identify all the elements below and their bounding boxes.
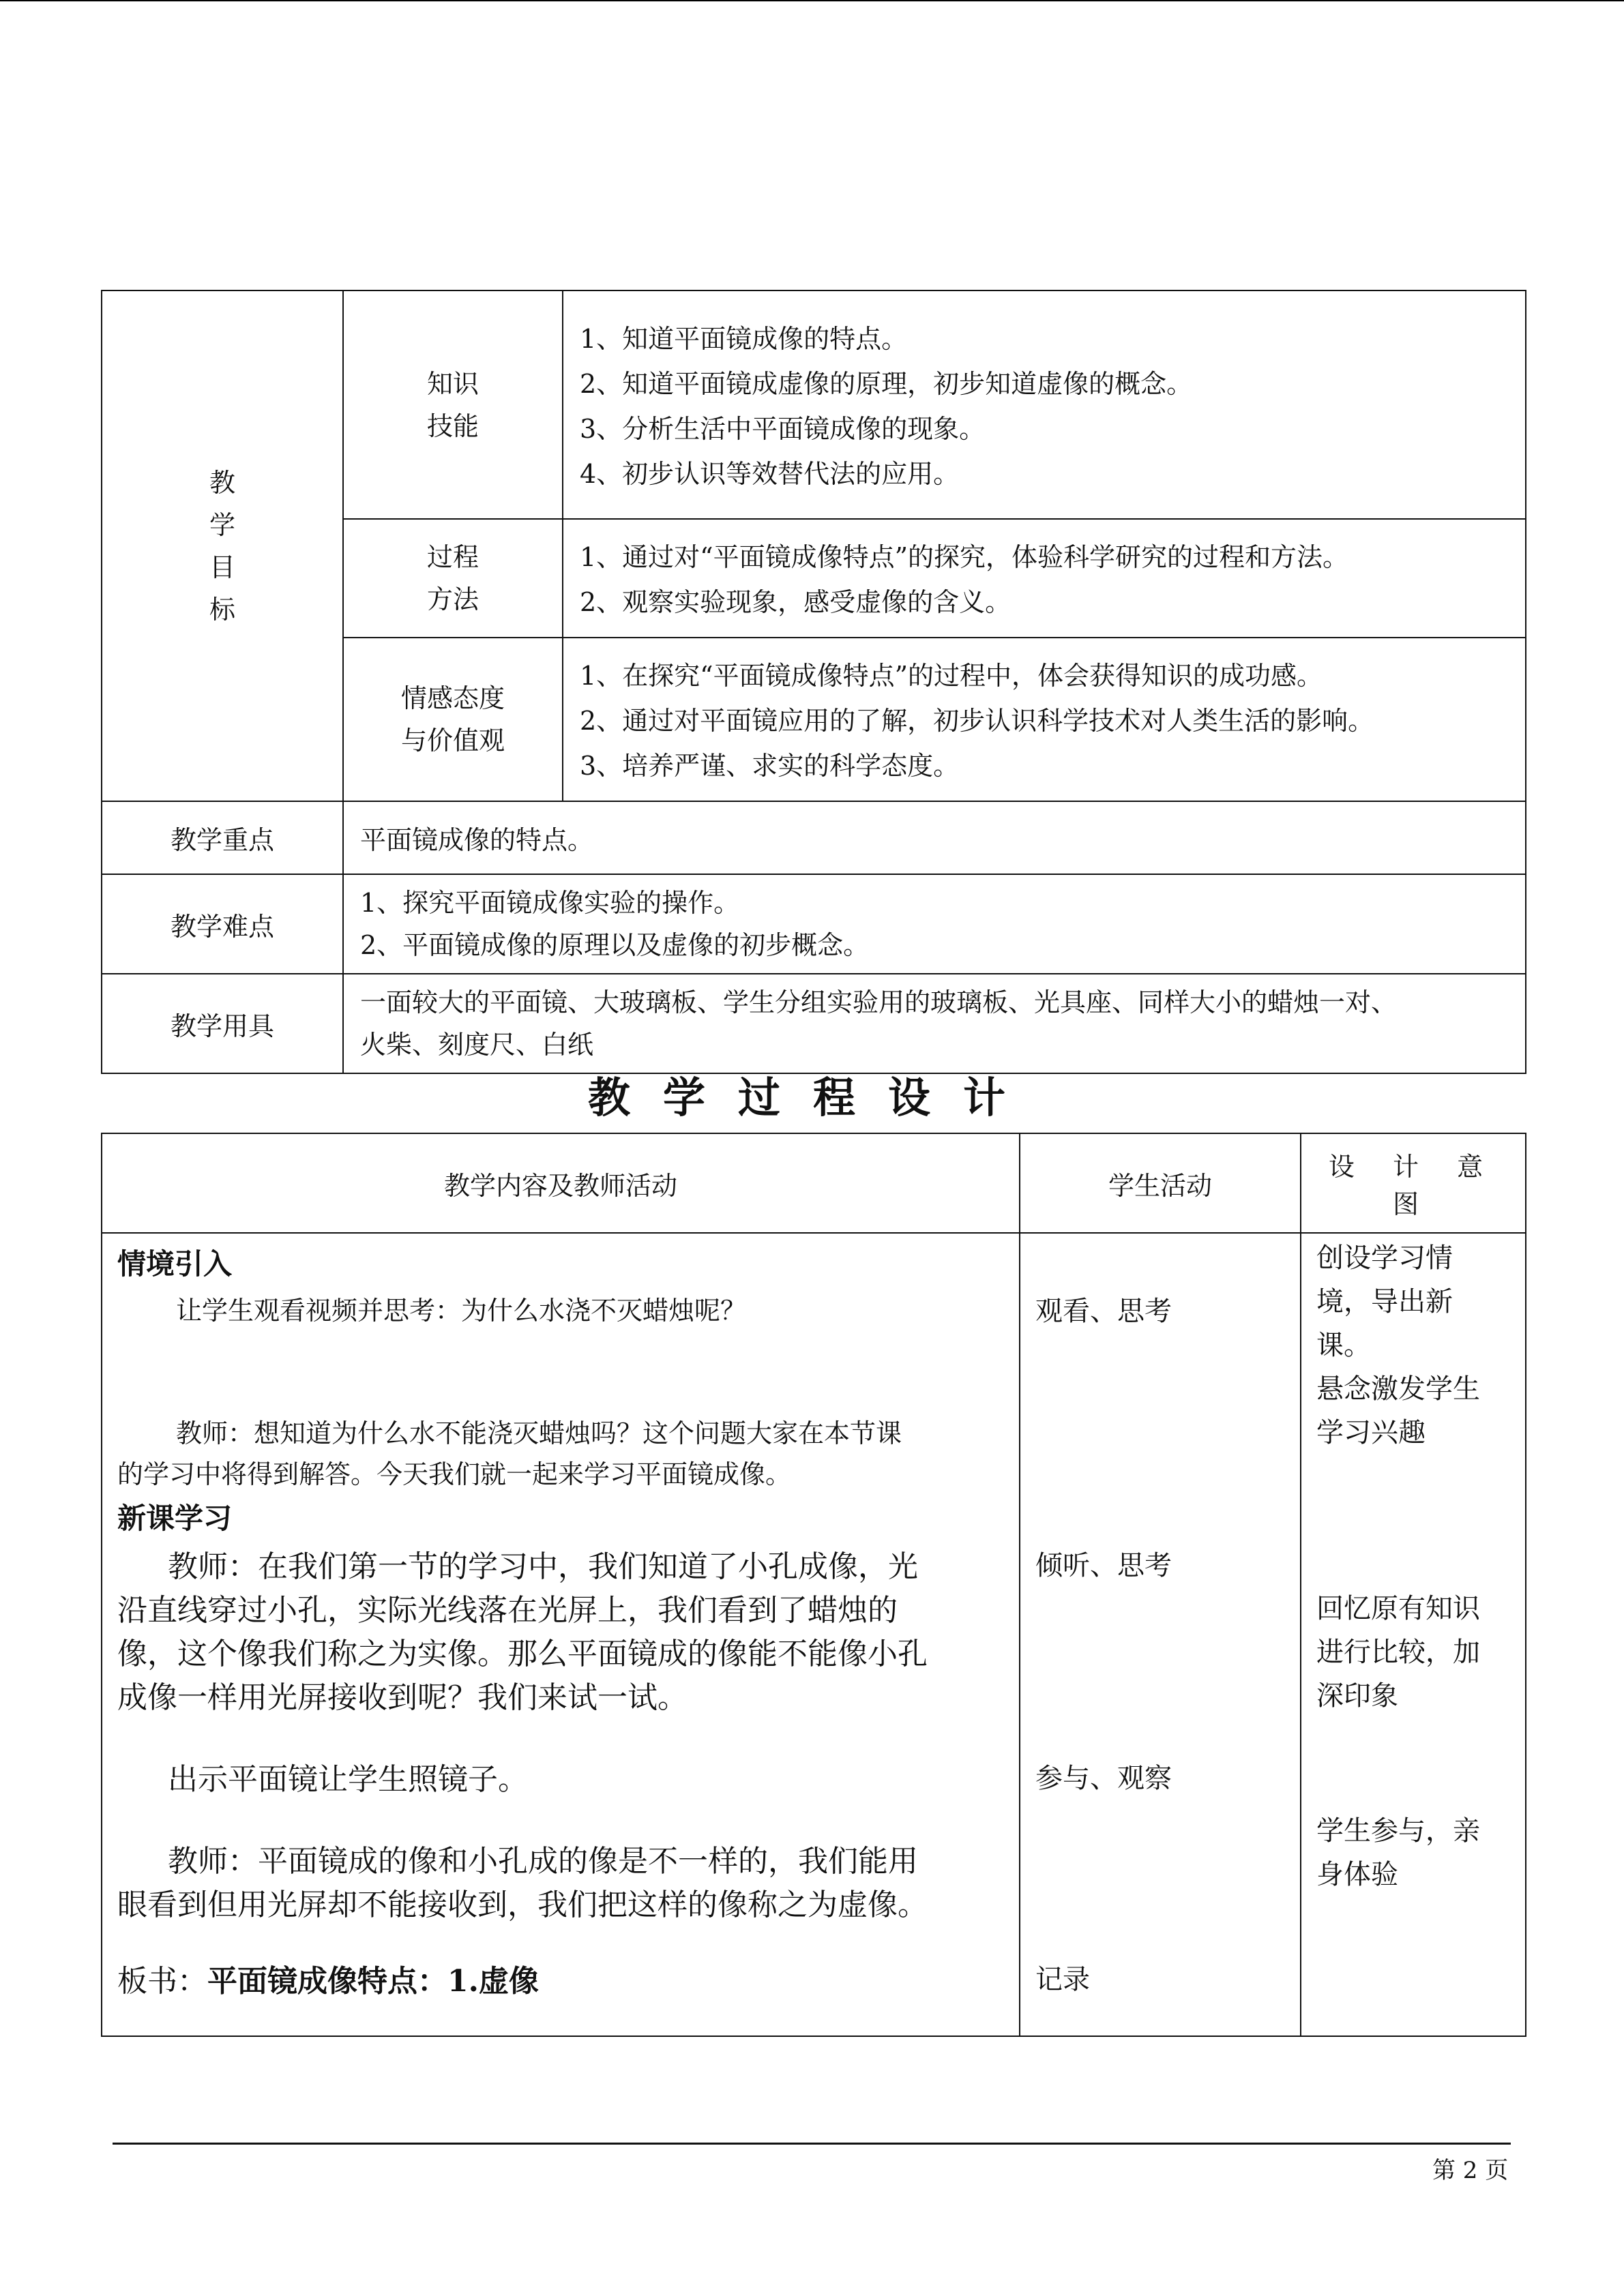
student-activity-4: 记录 <box>1035 1964 1090 1995</box>
intent-item: 学生参与，亲 <box>1316 1815 1480 1847</box>
list-item: 3、培养严谨、求实的科学态度。 <box>580 751 960 781</box>
teacher-paragraph-1b: 的学习中将得到解答。今天我们就一起来学习平面镜成像。 <box>117 1459 792 1489</box>
header-design-intent: 设 计 意 图 <box>1301 1133 1526 1233</box>
intent-item: 悬念激发学生 <box>1316 1373 1480 1405</box>
list-item: 1、在探究“平面镜成像特点”的过程中，体会获得知识的成功感。 <box>580 661 1323 691</box>
knowledge-label: 知识 技能 <box>343 290 563 519</box>
student-activity-3: 参与、观察 <box>1035 1763 1172 1794</box>
intro-heading: 情境引入 <box>117 1247 233 1281</box>
process-table <box>101 1133 1526 2037</box>
objectives-table <box>101 290 1526 1074</box>
list-item: 2、通过对平面镜应用的了解，初步认识科学技术对人类生活的影响。 <box>580 706 1374 736</box>
difficulty-items <box>343 874 1526 974</box>
list-item: 3、分析生活中平面镜成像的现象。 <box>580 413 986 444</box>
page-number: 第 2 页 <box>1432 2157 1509 2184</box>
student-activity-cell <box>1020 1233 1301 2036</box>
list-item: 1、知道平面镜成像的特点。 <box>580 323 908 354</box>
list-item: 1、通过对“平面镜成像特点”的探究，体验科学研究的过程和方法。 <box>580 542 1349 572</box>
teacher-paragraph-3: 教师：平面镜成的像和小孔成的像是不一样的，我们能用 <box>168 1844 918 1879</box>
emotion-items <box>563 638 1526 801</box>
mirror-demo: 出示平面镜让学生照镜子。 <box>168 1762 528 1797</box>
design-intent-cell: 创设学习情 境，导出新 课。 悬念激发学生 学习兴趣 回忆原有知识 进行比较，加 深印象 学生参与，亲 身体验 <box>1301 1233 1526 2036</box>
emotion-label: 情感态度 与价值观 <box>343 638 563 801</box>
intent-item: 创设学习情 <box>1316 1242 1453 1274</box>
teacher-paragraph-2: 教师：在我们第一节的学习中，我们知道了小孔成像，光 <box>168 1549 918 1584</box>
student-activity-2: 倾听、思考 <box>1035 1550 1172 1581</box>
process-items <box>563 519 1526 638</box>
new-lesson-heading: 新课学习 <box>117 1502 233 1535</box>
list-item: 4、初步认识等效替代法的应用。 <box>580 458 960 489</box>
header-student-activity: 学生活动 <box>1020 1133 1301 1233</box>
student-activity-1: 观看、思考 <box>1035 1296 1172 1327</box>
board-note: 板书：平面镜成像特点：1.虚像 <box>117 1964 539 1999</box>
intent-item: 回忆原有知识 <box>1316 1593 1480 1624</box>
knowledge-items <box>563 290 1526 519</box>
list-item: 2、知道平面镜成虚像的原理，初步知道虚像的概念。 <box>580 368 1193 399</box>
header-teacher-activity: 教学内容及教师活动 <box>102 1133 1020 1233</box>
list-item: 1、探究平面镜成像实验的操作。 <box>360 888 740 918</box>
objectives-category: 教 学 目 标 <box>102 290 343 801</box>
key-point-label: 教学重点 <box>102 801 343 874</box>
list-item: 2、观察实验现象，感受虚像的含义。 <box>580 587 1012 617</box>
key-point-text: 平面镜成像的特点。 <box>343 801 1526 874</box>
intro-text: 让学生观看视频并思考：为什么水浇不灭蜡烛呢？ <box>176 1296 747 1326</box>
page-top-border <box>0 0 1624 1</box>
teacher-activity-cell: 情境引入 让学生观看视频并思考：为什么水浇不灭蜡烛呢？ 教师：想知道为什么水不能浇灭蜡烛吗？这个问题大家在本节课 的学习中将得到解答。今天我们就一起来学习平面镜成像。 新课学习 教师：在我们第一节的学习中，我们知道了小孔成像，光 沿直线穿过小孔，实际光线落在光屏上，我们看到了蜡烛的 像，这个像我们称之为实像。那么平面镜成的像能不能像小孔 成像一样用光屏接收到呢？我们来试一试。 出示平面镜让学生照镜子。 教师：平面镜成的像和小孔成的像是不一样的，我们能用 眼看到但用光屏却不能接收到，我们把这样的像称之为虚像。 板书：平面镜成像特点：1.虚像 <box>102 1233 1020 2036</box>
process-label: 过程 方法 <box>343 519 563 638</box>
tools-text: 一面较大的平面镜、大玻璃板、学生分组实验用的玻璃板、光具座、同样大小的蜡烛一对、 火柴、刻度尺、白纸 <box>343 974 1526 1073</box>
teacher-paragraph-1: 教师：想知道为什么水不能浇灭蜡烛吗？这个问题大家在本节课 <box>176 1418 902 1448</box>
list-item: 2、平面镜成像的原理以及虚像的初步概念。 <box>360 930 870 960</box>
footer-divider <box>113 2143 1511 2145</box>
section-title: 教学过程设计 <box>587 1073 1038 1122</box>
difficulty-label: 教学难点 <box>102 874 343 974</box>
tools-label: 教学用具 <box>102 974 343 1073</box>
